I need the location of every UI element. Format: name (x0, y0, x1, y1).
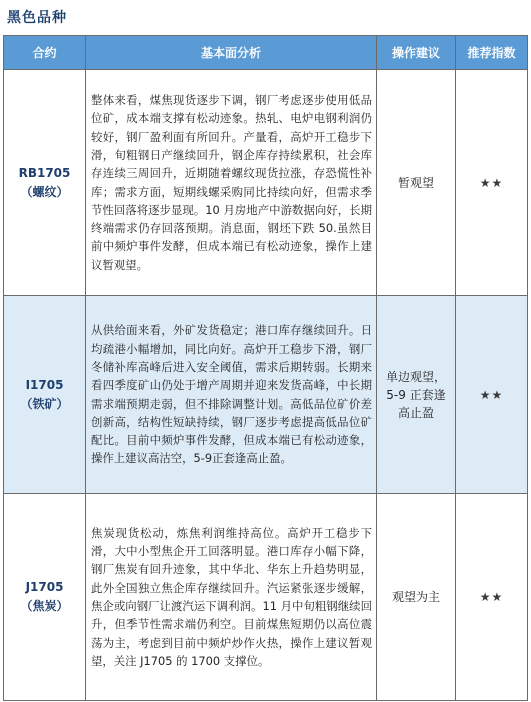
contract-cell (4, 494, 86, 701)
section-title: 黑色品种 (7, 10, 67, 26)
contract-cell (4, 70, 86, 296)
contract-cell (4, 296, 86, 494)
table-row (4, 296, 528, 494)
contract-code: I1705 (25, 377, 64, 392)
header-suggestion: 操作建议 (377, 36, 456, 70)
header-analysis: 基本面分析 (86, 36, 377, 70)
contract-code: J1705 (25, 580, 64, 594)
analysis-text: 从供给面来看，外矿发货稳定；港口库存继续回升。日均疏港小幅增加，同比向好。高炉开工稳步下滑，钢厂冬储补库高峰后进入安全阈值，需求后期转弱。长期来看四季度矿山仍处于增产周期并迎来发货高峰，中长期需求端预期走弱，但不排除调整计划。高低品位矿价差创新高，结构性短缺持续，钢厂逐步考虑提高低品位矿配比。目前中频炉事件发酵，但成本端已有松动迹象，操作上建议高沽空，5-9正套逢高止盈。 (86, 296, 377, 494)
recommendation-table (3, 35, 528, 701)
suggestion-text: 观望为主 (377, 494, 456, 701)
contract-code: RB1705 (18, 165, 71, 180)
table-row (4, 494, 528, 701)
rating-stars: ★★ (456, 494, 528, 701)
contract-name: （铁矿） (20, 396, 69, 411)
suggestion-text: 暂观望 (377, 70, 456, 296)
header-contract: 合约 (4, 36, 86, 70)
rating-stars: ★★ (456, 296, 528, 494)
analysis-text: 焦炭现货松动，炼焦利润维持高位。高炉开工稳步下滑，大中小型焦企开工回落明显。港口库存小幅下降，钢厂焦炭有回升迹象，其中华北、华东上升趋势明显，此外全国独立焦企库存继续回升。汽运紧张逐步缓解，焦企或向钢厂让渡汽运下调利润。11 月中旬粗钢继续回升，但季节性需求端仍利空。目前煤焦短期仍以高位震荡为主，考虑到目前中频炉炒作火热，操作上建议暂观望，关注 J1705 的 1700 支撑位。 (86, 494, 377, 701)
contract-name: （螺纹） (20, 184, 69, 199)
table-header-row (4, 36, 528, 70)
suggestion-text: 单边观望，5-9 正套逢高止盈 (377, 296, 456, 494)
table-row (4, 70, 528, 296)
header-rating: 推荐指数 (456, 36, 528, 70)
contract-name: （焦炭） (20, 599, 69, 613)
rating-stars: ★★ (456, 70, 528, 296)
analysis-text: 整体来看，煤焦现货逐步下调，钢厂考虑逐步使用低品位矿，成本端支撑有松动迹象。热轧、电炉电钢利润仍较好，钢厂盈利面有所回升。产量看，高炉开工稳步下滑，旬粗钢日产继续回升，钢企库存持续累积，社会库存连续三周回升，近期随着螺纹现货拉涨，存恐慌性补库；需求方面，短期线螺采购同比持续向好，但需求季节性回落将逐步显现。10 月房地产中游数据向好，长期终端需求仍存回落预期。消息面，钢坯下跌 50.虽然目前中频炉事件发酵，但成本端已有松动迹象，操作上建议暂观望。 (86, 70, 377, 296)
